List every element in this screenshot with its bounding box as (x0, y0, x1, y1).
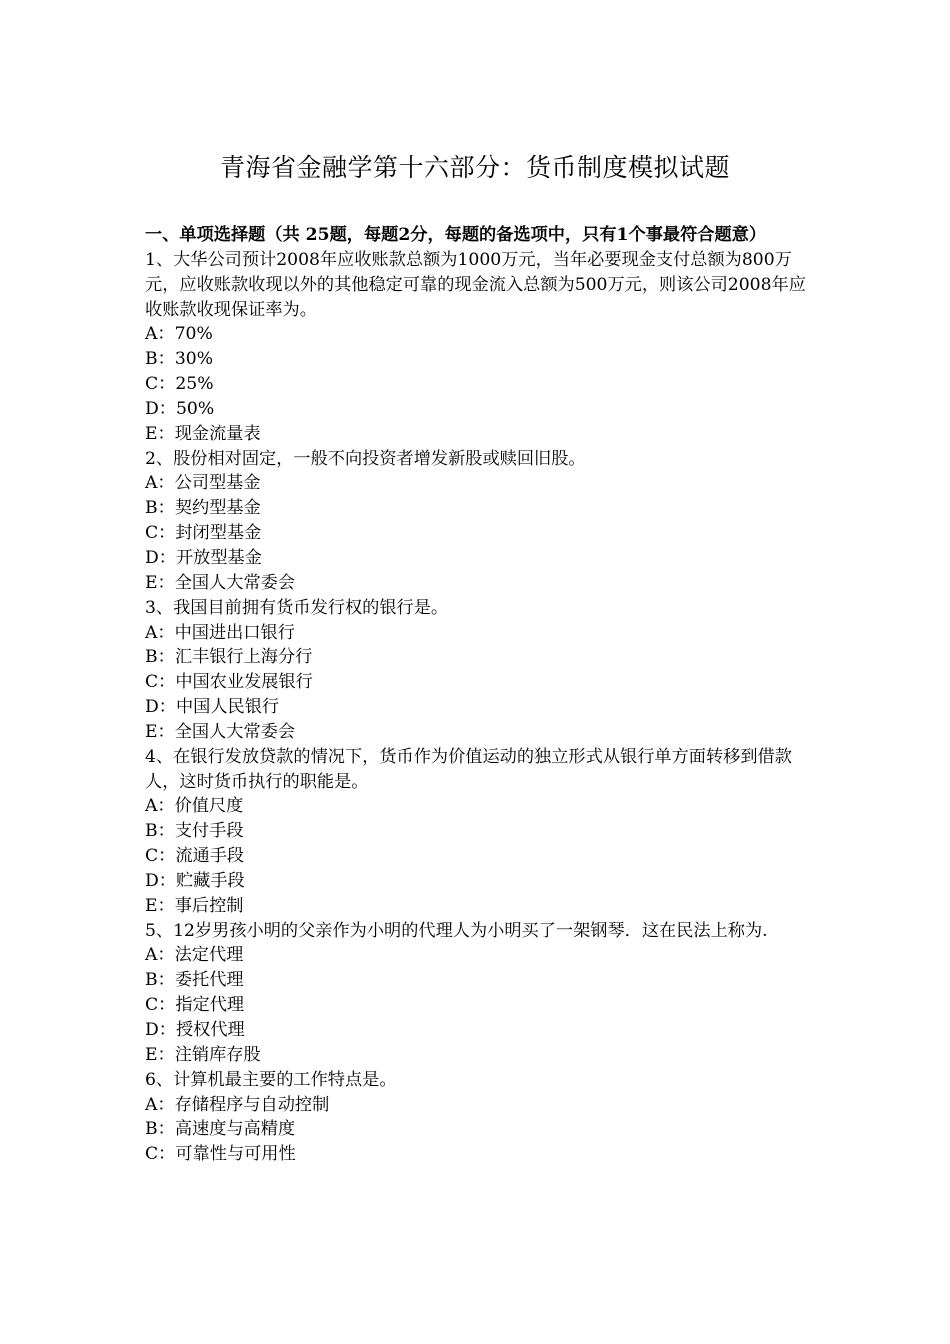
question-text: 5、12岁男孩小明的父亲作为小明的代理人为小明买了一架钢琴．这在民法上称为. (145, 920, 768, 941)
option-b: B：委托代理 (145, 970, 244, 991)
option-b: B：支付手段 (145, 821, 244, 842)
option-a: A：中国进出口银行 (145, 622, 295, 643)
document-title: 青海省金融学第十六部分：货币制度模拟试题 (219, 153, 730, 182)
document-body (145, 223, 810, 1167)
question-4 (145, 745, 810, 919)
question-1 (145, 248, 810, 447)
question-text: 2、股份相对固定，一般不向投资者增发新股或赎回旧股。 (145, 448, 586, 469)
question-text: 3、我国目前拥有货币发行权的银行是。 (145, 597, 449, 618)
question-text: 6、计算机最主要的工作特点是。 (145, 1069, 397, 1090)
option-d: D：50% (145, 398, 215, 419)
option-d: D：开放型基金 (145, 547, 262, 568)
option-e: E：全国人大常委会 (145, 572, 296, 593)
option-a: A：价值尺度 (145, 796, 244, 817)
question-text: 4、在银行发放贷款的情况下，货币作为价值运动的独立形式从银行单方面转移到借款人，这时货币执行的职能是。 (145, 746, 792, 792)
question-2 (145, 447, 810, 596)
option-b: B：30% (145, 349, 214, 370)
option-c: C：流通手段 (145, 846, 245, 867)
option-e: E：注销库存股 (145, 1044, 261, 1065)
question-5 (145, 919, 810, 1068)
section-heading: 一、单项选择题（共 25题，每题2分，每题的备选项中，只有1个事最符合题意） (145, 225, 767, 245)
option-d: D：贮藏手段 (145, 870, 245, 891)
option-b: B：契约型基金 (145, 498, 261, 519)
question-3 (145, 596, 810, 745)
option-b: B：高速度与高精度 (145, 1119, 296, 1140)
option-d: D：授权代理 (145, 1020, 245, 1040)
option-a: A：公司型基金 (145, 473, 261, 494)
option-c: C：25% (145, 374, 214, 395)
option-a: A：法定代理 (145, 945, 244, 966)
option-d: D：中国人民银行 (145, 697, 280, 718)
option-e: E：全国人大常委会 (145, 721, 296, 742)
option-c: C：封闭型基金 (145, 523, 262, 544)
option-e: E：现金流量表 (145, 423, 261, 444)
option-c: C：指定代理 (145, 995, 245, 1016)
option-c: C：可靠性与可用性 (145, 1144, 296, 1165)
option-e: E：事后控制 (145, 895, 244, 916)
option-a: A：70% (145, 324, 213, 345)
question-text: 1、大华公司预计2008年应收账款总额为1000万元，当年必要现金支付总额为800万元，应收账款收现以外的其他稳定可靠的现金流入总额为500万元，则该公司2008年应收账款收现保证率为。 (145, 249, 806, 320)
option-b: B：汇丰银行上海分行 (145, 647, 313, 668)
option-a: A：存储程序与自动控制 (145, 1094, 330, 1115)
question-6 (145, 1068, 810, 1167)
option-c: C：中国农业发展银行 (145, 672, 313, 693)
